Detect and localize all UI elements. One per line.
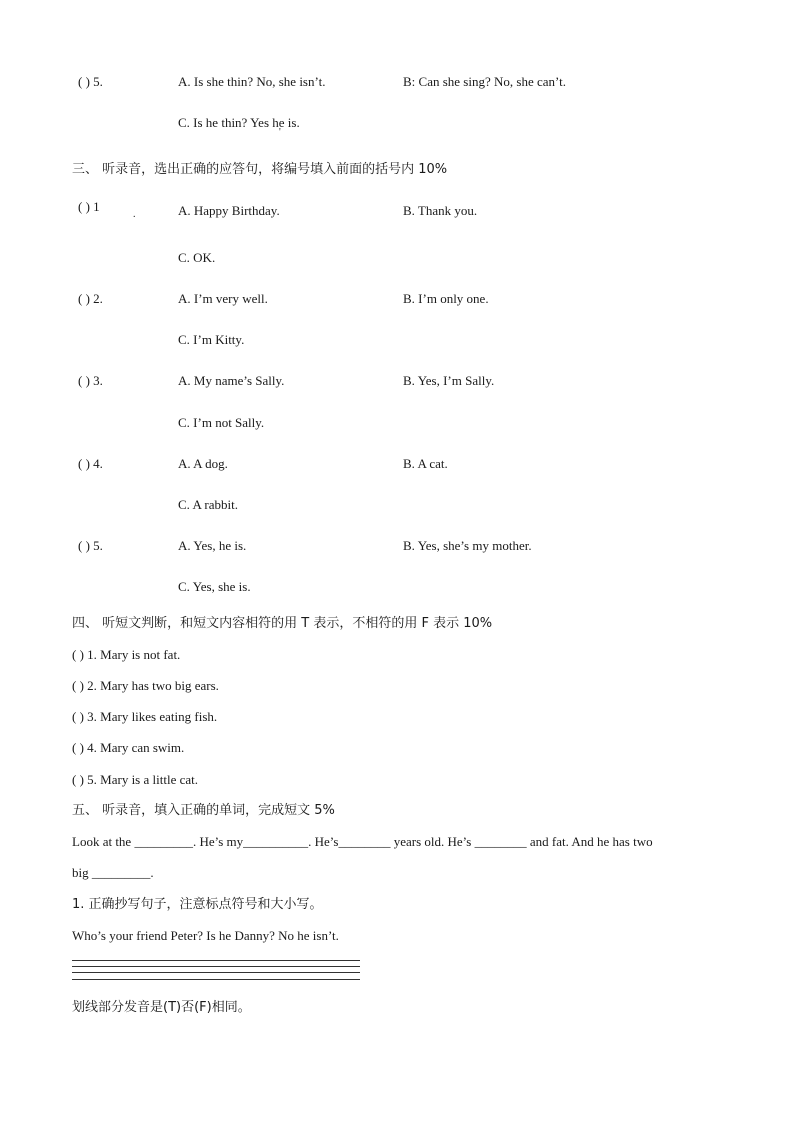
- s5-passage-line2: big _________.: [72, 865, 154, 880]
- s4-item-2: ( ) 2. Mary has two big ears.: [72, 678, 219, 693]
- s3-q4-option-b: B. A cat.: [403, 456, 448, 471]
- writing-line: [72, 972, 360, 973]
- section4-title: 四、 听短文判断，和短文内容相符的用 T 表示，不相符的用 F 表示 10%: [72, 616, 493, 631]
- top-q5-option-c: C. Is he thin? Yes he is.: [178, 115, 300, 130]
- s3-q5-option-b: B. Yes, she’s my mother.: [403, 538, 532, 553]
- writing-line: [72, 966, 360, 967]
- s3-q2-option-a: A. I’m very well.: [178, 291, 268, 306]
- s3-q4-option-a: A. A dog.: [178, 456, 228, 471]
- s3-q1-option-c: C. OK.: [178, 250, 216, 265]
- stray-dot: .: [133, 209, 136, 220]
- top-q5-number: ( ) 5.: [78, 74, 103, 89]
- s3-q5-option-a: A. Yes, he is.: [178, 538, 247, 553]
- s4-item-3: ( ) 3. Mary likes eating fish.: [72, 709, 218, 724]
- section5-title: 五、 听录音，填入正确的单词，完成短文 5%: [72, 803, 335, 818]
- s3-q2-option-b: B. I’m only one.: [403, 291, 489, 306]
- final-title: 划线部分发音是(T)否(F)相同。: [72, 1000, 251, 1015]
- s3-q4-option-c: C. A rabbit.: [178, 497, 238, 512]
- s5-passage-line1: Look at the _________. He’s my__________. He’s________ years old. He’s ________ and fat. And he has two: [72, 834, 653, 849]
- top-q5-option-b: B: Can she sing? No, she can’t.: [403, 74, 566, 89]
- s3-q1-option-b: B. Thank you.: [403, 203, 478, 218]
- top-q5-option-a: A. Is she thin? No, she isn’t.: [178, 74, 326, 89]
- stray-mark: ': [279, 127, 281, 138]
- s4-item-5: ( ) 5. Mary is a little cat.: [72, 772, 198, 787]
- copy-title: 1. 正确抄写句子，注意标点符号和大小写。: [72, 897, 323, 912]
- s3-q1-option-a: A. Happy Birthday.: [178, 203, 280, 218]
- copy-sentence: Who’s your friend Peter? Is he Danny? No he isn’t.: [72, 928, 339, 943]
- s3-q3-option-a: A. My name’s Sally.: [178, 373, 285, 388]
- s3-q2-option-c: C. I’m Kitty.: [178, 332, 245, 347]
- s4-item-1: ( ) 1. Mary is not fat.: [72, 647, 181, 662]
- section3-title: 三、 听录音，选出正确的应答句，将编号填入前面的括号内 10%: [72, 162, 448, 177]
- s3-q4-number: ( ) 4.: [78, 456, 103, 471]
- s3-q3-number: ( ) 3.: [78, 373, 103, 388]
- s3-q1-number: ( ) 1: [78, 199, 100, 214]
- s4-item-4: ( ) 4. Mary can swim.: [72, 740, 185, 755]
- s3-q5-option-c: C. Yes, she is.: [178, 579, 251, 594]
- s3-q3-option-b: B. Yes, I’m Sally.: [403, 373, 495, 388]
- writing-lines: [72, 960, 360, 980]
- s3-q3-option-c: C. I’m not Sally.: [178, 415, 265, 430]
- s3-q2-number: ( ) 2.: [78, 291, 103, 306]
- s3-q5-number: ( ) 5.: [78, 538, 103, 553]
- writing-line: [72, 960, 360, 961]
- writing-line: [72, 979, 360, 980]
